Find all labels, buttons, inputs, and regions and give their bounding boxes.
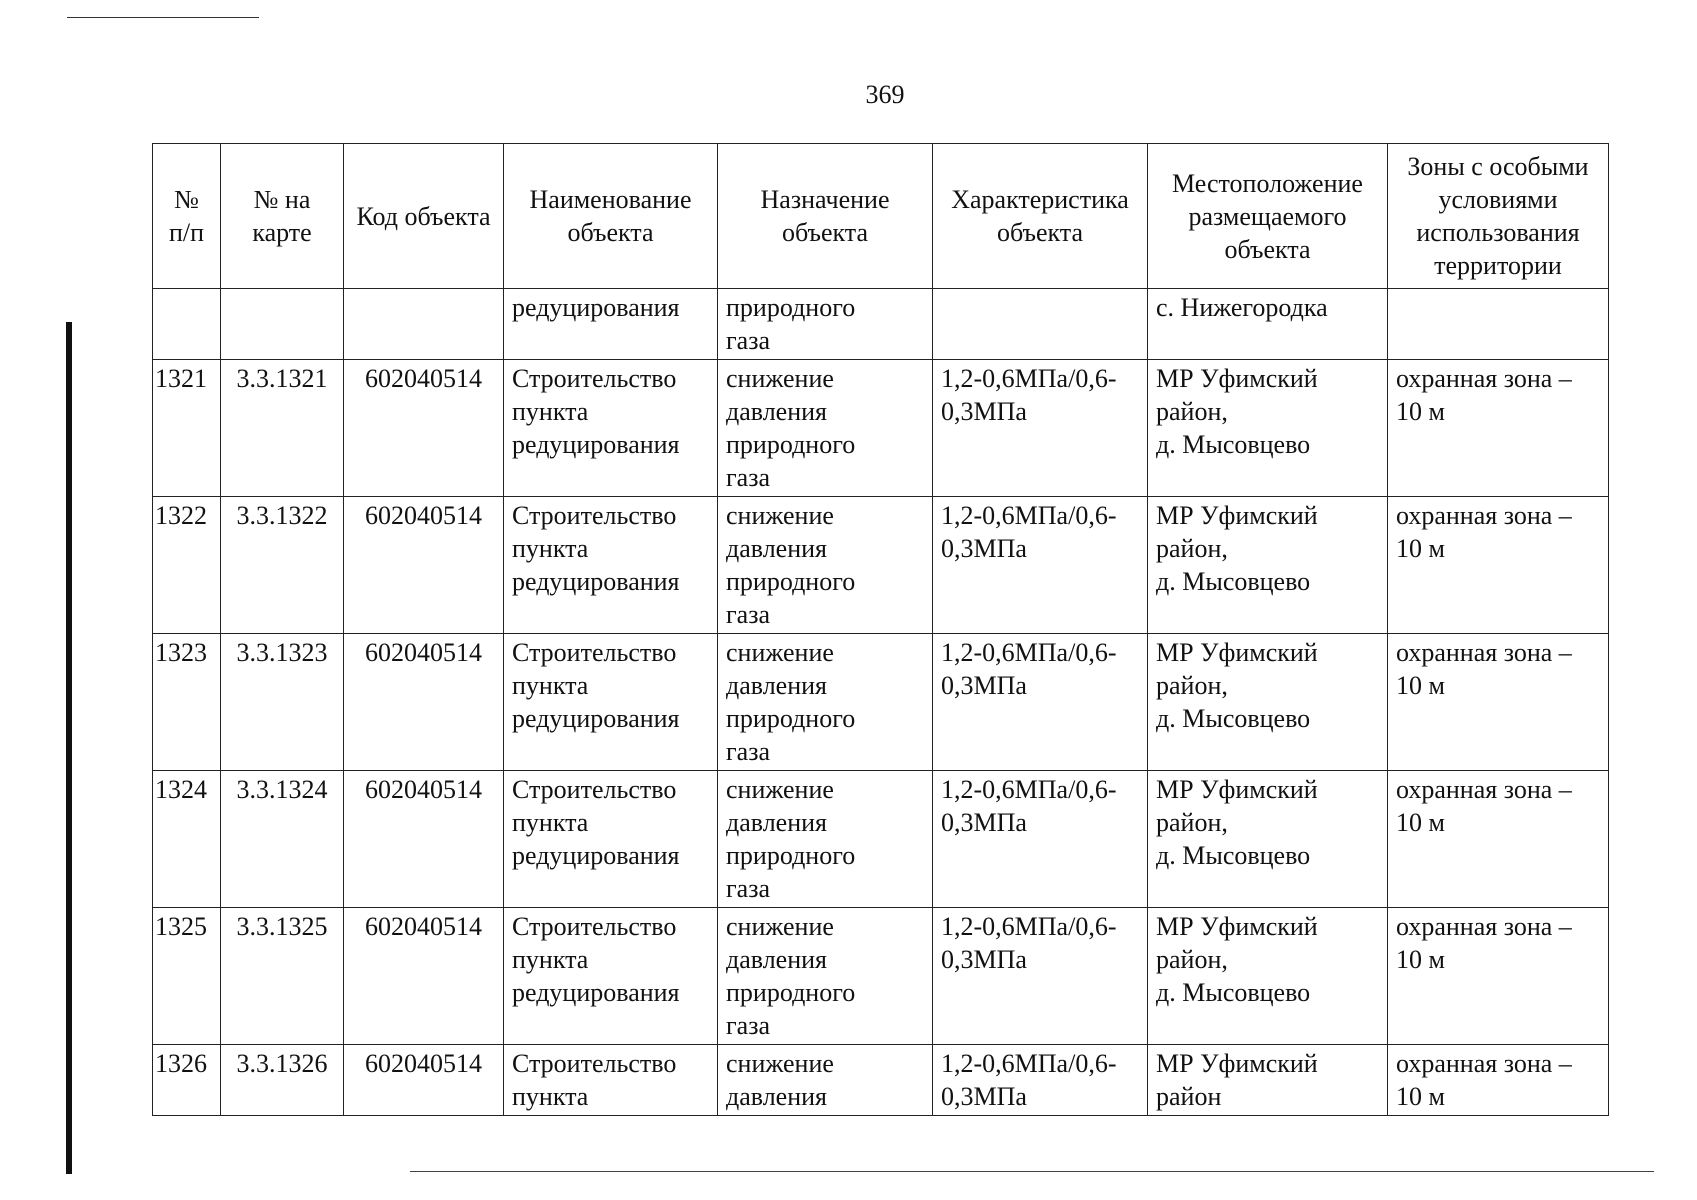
cell-num: 1324 — [153, 771, 221, 908]
cell-num: 1326 — [153, 1045, 221, 1116]
cell-num: 1325 — [153, 908, 221, 1045]
cell-purpose: снижение давления природного газа — [718, 360, 933, 497]
cell-map-num: 3.3.1326 — [221, 1045, 344, 1116]
header-num: № п/п — [153, 144, 221, 289]
cell-purpose: снижение давления природного газа — [718, 634, 933, 771]
cell-code: 602040514 — [344, 634, 504, 771]
cell-purpose: снижение давления природного газа — [718, 908, 933, 1045]
cell-num: 1322 — [153, 497, 221, 634]
scan-edge-bar — [66, 322, 72, 1174]
cell-code: 602040514 — [344, 497, 504, 634]
cell-code: 602040514 — [344, 908, 504, 1045]
table-row — [153, 1045, 1609, 1116]
header-map-num: № на карте — [221, 144, 344, 289]
cell-map-num: 3.3.1322 — [221, 497, 344, 634]
cell-map-num: 3.3.1324 — [221, 771, 344, 908]
cell-name: Строительство пункта редуцирования — [504, 634, 718, 771]
cell-location: МР Уфимский район, д. Мысовцево — [1148, 634, 1388, 771]
cell-zone: охранная зона – 10 м — [1388, 360, 1609, 497]
cell-name: Строительство пункта редуцирования — [504, 497, 718, 634]
header-object-name: Наименование объекта — [504, 144, 718, 289]
cell-name: редуцирования — [504, 289, 718, 360]
cell-name: Строительство пункта редуцирования — [504, 771, 718, 908]
cell-name: Строительство пункта — [504, 1045, 718, 1116]
top-rule — [67, 17, 259, 18]
cell-purpose: природного газа — [718, 289, 933, 360]
header-object-location: Местоположение размещаемого объекта — [1148, 144, 1388, 289]
table-row — [153, 771, 1609, 908]
cell-spec: 1,2-0,6МПа/0,6- 0,3МПа — [933, 634, 1148, 771]
page-number: 369 — [865, 80, 905, 109]
cell-name: Строительство пункта редуцирования — [504, 908, 718, 1045]
cell-map-num: 3.3.1321 — [221, 360, 344, 497]
cell-zone: охранная зона – 10 м — [1388, 497, 1609, 634]
cell-spec: 1,2-0,6МПа/0,6- 0,3МПа — [933, 1045, 1148, 1116]
cell-purpose: снижение давления — [718, 1045, 933, 1116]
table-row — [153, 360, 1609, 497]
cell-zone — [1388, 289, 1609, 360]
cell-spec: 1,2-0,6МПа/0,6- 0,3МПа — [933, 771, 1148, 908]
header-object-code: Код объекта — [344, 144, 504, 289]
objects-table — [152, 143, 1609, 1116]
cell-location: МР Уфимский район, д. Мысовцево — [1148, 360, 1388, 497]
cell-zone: охранная зона – 10 м — [1388, 771, 1609, 908]
cell-location: с. Нижегородка — [1148, 289, 1388, 360]
cell-num: 1323 — [153, 634, 221, 771]
cell-map-num: 3.3.1325 — [221, 908, 344, 1045]
cell-map-num — [221, 289, 344, 360]
cell-code: 602040514 — [344, 771, 504, 908]
table-row — [153, 497, 1609, 634]
header-object-purpose: Назначение объекта — [718, 144, 933, 289]
cell-spec: 1,2-0,6МПа/0,6- 0,3МПа — [933, 497, 1148, 634]
cell-purpose: снижение давления природного газа — [718, 771, 933, 908]
cell-zone: охранная зона – 10 м — [1388, 908, 1609, 1045]
header-special-zones: Зоны с особыми условиями использования территории — [1388, 144, 1609, 289]
cell-location: МР Уфимский район, д. Мысовцево — [1148, 497, 1388, 634]
cell-code — [344, 289, 504, 360]
cell-code: 602040514 — [344, 1045, 504, 1116]
cell-name: Строительство пункта редуцирования — [504, 360, 718, 497]
cell-location: МР Уфимский район — [1148, 1045, 1388, 1116]
cell-code: 602040514 — [344, 360, 504, 497]
header-row — [153, 144, 1609, 289]
cell-num — [153, 289, 221, 360]
cell-zone: охранная зона – 10 м — [1388, 634, 1609, 771]
continuation-row — [153, 289, 1609, 360]
cell-location: МР Уфимский район, д. Мысовцево — [1148, 771, 1388, 908]
cell-map-num: 3.3.1323 — [221, 634, 344, 771]
table-row — [153, 634, 1609, 771]
cell-zone: охранная зона – 10 м — [1388, 1045, 1609, 1116]
table-row — [153, 908, 1609, 1045]
header-object-spec: Характеристика объекта — [933, 144, 1148, 289]
cell-purpose: снижение давления природного газа — [718, 497, 933, 634]
cell-spec: 1,2-0,6МПа/0,6- 0,3МПа — [933, 908, 1148, 1045]
bottom-rule — [410, 1171, 1654, 1172]
cell-num: 1321 — [153, 360, 221, 497]
cell-spec — [933, 289, 1148, 360]
cell-location: МР Уфимский район, д. Мысовцево — [1148, 908, 1388, 1045]
cell-spec: 1,2-0,6МПа/0,6- 0,3МПа — [933, 360, 1148, 497]
